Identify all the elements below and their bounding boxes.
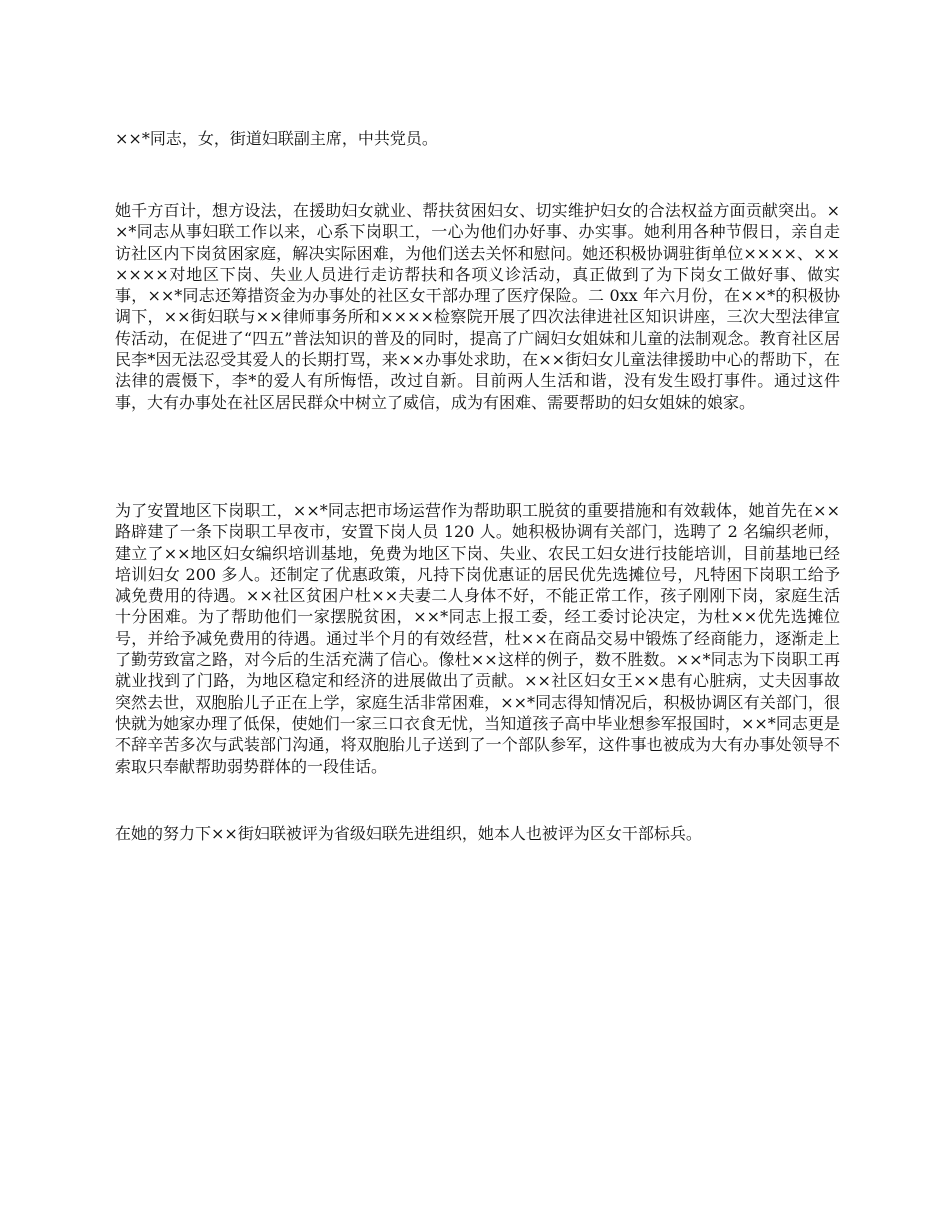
paragraph-legal-aid: 她千方百计，想方设法，在援助妇女就业、帮扶贫困妇女、切实维护妇女的合法权益方面贡献突出。××*同志从事妇联工作以来，心系下岗职工，一心为他们办好事、办实事。她利用各种节假日，亲自走访社区内下岗贫困家庭，解决实际困难，为他们送去关怀和慰问。她还积极协调驻街单位××××、××××××对地区下岗、失业人员进行走访帮扶和各项义诊活动，真正做到了为下岗女工做好事、做实事，××*同志还筹措资金为办事处的社区女干部办理了医疗保险。二 0xx 年六月份，在××*的积极协调下，××街妇联与××律师事务所和××××检察院开展了四次法律进社区知识讲座，三次大型法律宣传活动，在促进了“四五”普法知识的普及的同时，提高了广阔妇女姐妹和儿童的法制观念。教育社区居民李*因无法忍受其爱人的长期打骂，来××办事处求助，在××街妇女儿童法律援助中心的帮助下，在法律的震慑下，李*的爱人有所悔悟，改过自新。目前两人生活和谐，没有发生殴打事件。通过这件事，大有办事处在社区居民群众中树立了威信，成为有困难、需要帮助的妇女姐妹的娘家。 — [115, 201, 840, 412]
paragraph-reemployment: 为了安置地区下岗职工，××*同志把市场运营作为帮助职工脱贫的重要措施和有效载体，她首先在××路辟建了一条下岗职工早夜市，安置下岗人员 120 人。她积极协调有关部门，选聘了 2 名编织老师，建立了××地区妇女编织培训基地，免费为地区下岗、失业、农民工妇女进行技能培训，目前基地已经培训妇女 200 多人。还制定了优惠政策，凡持下岗优惠证的居民优先选摊位号，凡特困下岗职工给予减免费用的待遇。××社区贫困户杜××夫妻二人身体不好，不能正常工作，孩子刚刚下岗，家庭生活十分困难。为了帮助他们一家摆脱贫困，××*同志上报工委，经工委讨论决定，为杜××优先选摊位号，并给予减免费用的待遇。通过半个月的有效经营，杜××在商品交易中锻炼了经商能力，逐渐走上了勤劳致富之路，对今后的生活充满了信心。像杜××这样的例子，数不胜数。××*同志为下岗职工再就业找到了门路，为地区稳定和经济的进展做出了贡献。××社区妇女王××患有心脏病，丈夫因事故突然去世，双胞胎儿子正在上学，家庭生活非常困难，××*同志得知情况后，积极协调区有关部门，很快就为她家办理了低保，使她们一家三口衣食无忧，当知道孩子高中毕业想参军报国时，××*同志更是不辞辛苦多次与武装部门沟通，将双胞胎儿子送到了一个部队参军，这件事也被成为大有办事处领导不索取只奉献帮助弱势群体的一段佳话。 — [115, 501, 840, 776]
paragraph-intro: ××*同志，女，街道妇联副主席，中共党员。 — [115, 129, 438, 148]
paragraph-conclusion: 在她的努力下××街妇联被评为省级妇联先进组织，她本人也被评为区女干部标兵。 — [115, 824, 702, 843]
